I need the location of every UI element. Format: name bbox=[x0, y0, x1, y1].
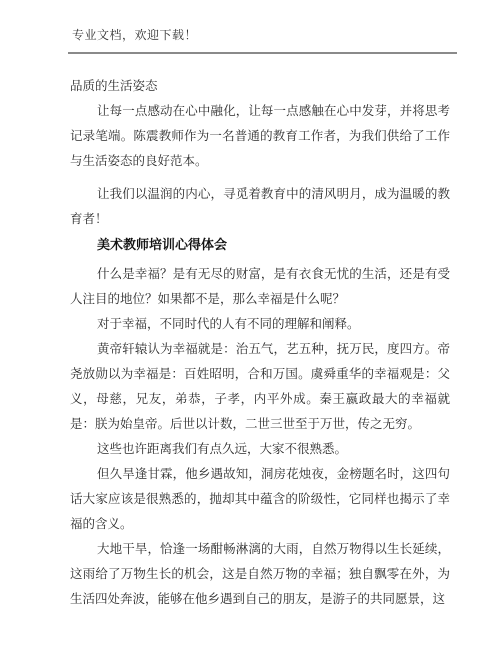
page-header: 专业文档，欢迎下载！ bbox=[72, 28, 198, 42]
paragraph: 但久旱逢甘霖，他乡遇故知，洞房花烛夜，金榜题名时，这四句话大家应该是很熟悉的，抛却其中蕴含的阶级性，它同样也揭示了幸福的含义。 bbox=[70, 466, 450, 531]
paragraph: 对于幸福，不同时代的人有不同的理解和阐释。 bbox=[97, 316, 360, 331]
paragraph-spacer bbox=[70, 173, 450, 181]
paragraph: 这些也许距离我们有点久远，大家不很熟悉。 bbox=[97, 441, 348, 456]
document-body bbox=[70, 73, 450, 611]
section-title: 美术教师培训心得体会 bbox=[97, 238, 228, 253]
paragraph: 让我们以温润的内心，寻觅着教育中的清风明月，成为温暖的教育者！ bbox=[70, 186, 450, 226]
paragraph: 大地干旱，恰逢一场酣畅淋漓的大雨，自然万物得以生长延续，这雨给了万物生长的机会，这是自然万物的幸福；独自飘零在外，为生活四处奔波，能够在他乡遇到自己的朋友，是游子的共同愿景，这 bbox=[70, 541, 450, 606]
paragraph: 让每一点感动在心中融化，让每一点感触在心中发芽，并将思考记录笔端。陈震教师作为一名普通的教育工作者，为我们供给了工作与生活姿态的良好范本。 bbox=[70, 103, 450, 168]
header-divider bbox=[68, 52, 457, 54]
paragraph: 什么是幸福？是有无尽的财富，是有衣食无忧的生活，还是有受人注目的地位？如果都不是，那么幸福是什么呢？ bbox=[70, 266, 450, 306]
paragraph: 黄帝轩辕认为幸福就是：治五气，艺五种，抚万民，度四方。帝尧放勋以为幸福是：百姓昭明，合和万国。虞舜重华的幸福观是：父义，母慈，兄友，弟恭，子孝，内平外成。秦王嬴政最大的幸福就是：朕为始皇帝。后世以计数，二世三世至于万世，传之无穷。 bbox=[70, 341, 450, 431]
paragraph-continuation: 品质的生活姿态 bbox=[70, 78, 158, 93]
